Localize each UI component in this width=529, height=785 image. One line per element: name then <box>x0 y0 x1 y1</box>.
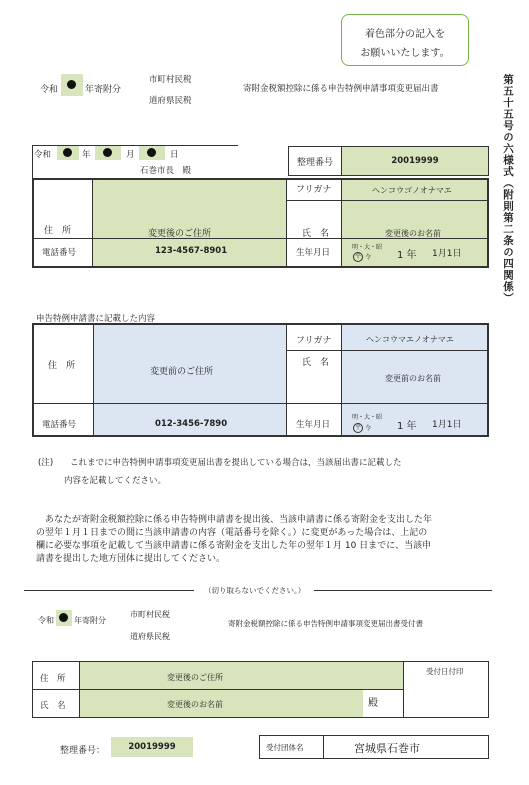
old-address-value: 変更前のご住所 <box>150 367 214 377</box>
old-dob-year: 1 年 <box>397 421 417 432</box>
receipt-ref-label: 整理番号： <box>60 746 106 756</box>
receipt-org-label: 受付団体名 <box>266 743 304 752</box>
date-year-dot <box>63 148 72 157</box>
old-dob-md: 1月1日 <box>432 420 462 430</box>
old-furigana-label: フリガナ <box>296 336 332 346</box>
address-label: 住 所 <box>44 226 72 236</box>
form-title: 寄附金税額控除に係る申告特例申請事項変更届出書 <box>243 84 439 94</box>
receipt-name-value: 変更後のお名前 <box>167 700 223 709</box>
old-dob-era-heisei: 平 <box>354 424 361 431</box>
header-era: 令和 <box>40 85 59 95</box>
cut-line-text: （切り取らないでください。） <box>204 586 306 595</box>
date-m: 月 <box>126 150 135 160</box>
old-address-label: 住 所 <box>48 361 76 371</box>
furigana-label: フリガナ <box>296 185 332 195</box>
address-value: 変更後のご住所 <box>148 229 212 239</box>
addressee: 石巻市長 殿 <box>140 166 192 176</box>
name-label: 氏 名 <box>302 229 330 239</box>
receipt-ref-value: 20019999 <box>128 742 176 752</box>
furigana-value: ヘンコウゴノオナマエ <box>372 186 452 195</box>
old-dob-label: 生年月日 <box>296 420 331 430</box>
old-phone-label: 電話番号 <box>42 420 77 430</box>
phone-value: 123-4567-8901 <box>155 246 228 256</box>
note-line1: これまでに申告特例申請事項変更届出書を提出している場合は，当該届出書に記載した <box>70 458 402 468</box>
ref-value-cell <box>341 146 489 176</box>
paragraph-line1: あなたが寄附金税額控除に係る申告特例申請書を提出後、当該申請書に係る寄附金を支出した年 <box>36 515 433 525</box>
date-month-dot <box>103 148 112 157</box>
side-title: 第五十五号の六様式（附則第二条の四関係） <box>502 74 514 304</box>
receipt-era: 令和 <box>38 616 54 625</box>
date-d: 日 <box>170 150 179 160</box>
receipt-name-label: 氏 名 <box>40 701 66 711</box>
date-day-dot <box>147 148 156 157</box>
notice-line1: 着色部分の記入を <box>365 29 445 40</box>
receipt-address-value: 変更後のご住所 <box>167 673 223 682</box>
receipt-year-suffix: 年寄附分 <box>74 616 106 625</box>
ref-value: 20019999 <box>391 156 439 166</box>
stamp-label: 受付日付印 <box>426 667 464 676</box>
header-tax1: 市町村民税 <box>149 75 192 85</box>
date-y: 年 <box>82 150 91 160</box>
receipt-tax2: 道府県民税 <box>130 632 170 641</box>
header-year-suffix: 年寄附分 <box>85 85 122 95</box>
receipt-address-field <box>80 662 403 689</box>
paragraph-line4: 請書を提出した地方団体に提出してください。 <box>36 554 226 564</box>
phone-label: 電話番号 <box>42 248 77 258</box>
paragraph-line2: の翌年１月１日までの間に当該申請書の内容（電話番号を除く。）に変更があった場合は、上記の <box>36 528 428 538</box>
notice-line2: お願いいたします。 <box>360 48 450 59</box>
notice-box <box>341 14 469 66</box>
header-year-dot <box>67 80 76 89</box>
old-phone-value: 012-3456-7890 <box>155 419 228 429</box>
header-tax2: 道府県民税 <box>149 96 192 106</box>
old-dob-era-options: 明・大・昭 <box>352 414 383 421</box>
receipt-org-value: 宮城県石巻市 <box>354 742 420 755</box>
receipt-tax1: 市町村民税 <box>130 610 170 619</box>
dob-era-reiwa: 令 <box>365 254 372 261</box>
dob-year: 1 年 <box>397 250 417 261</box>
section2-label: 申告特例申請書に記載した内容 <box>36 314 156 324</box>
ref-label-cell <box>288 146 342 176</box>
receipt-address-label: 住 所 <box>40 674 66 684</box>
note-mark: (注) <box>38 458 54 468</box>
receipt-title: 寄附金税額控除に係る申告特例申請事項変更届出書受付書 <box>228 619 423 628</box>
paragraph <box>36 514 432 566</box>
dob-label: 生年月日 <box>296 248 331 258</box>
name-value: 変更後のお名前 <box>385 229 441 238</box>
ref-label: 整理番号 <box>296 157 333 168</box>
cut-line-right <box>314 590 492 591</box>
receipt-year-dot <box>59 613 68 622</box>
dob-era-heisei: 平 <box>354 253 361 260</box>
cut-line-left <box>24 590 194 591</box>
note-line2: 内容を記載してください。 <box>64 476 167 486</box>
old-dob-era-reiwa: 令 <box>365 425 372 432</box>
old-furigana-value: ヘンコウマエノオナマエ <box>366 335 454 344</box>
date-era: 令和 <box>34 150 52 160</box>
dob-era-options: 明・大・昭 <box>352 244 383 251</box>
dob-md: 1月1日 <box>432 249 462 259</box>
paragraph-line3: 欄に必要な事項を記載して当該申請書に係る寄附金を支出した年の翌年１月 10 日までに、当該申 <box>36 541 432 551</box>
receipt-dono: 殿 <box>368 698 378 709</box>
old-name-label: 氏 名 <box>302 358 330 368</box>
receipt-ref-field <box>111 737 193 757</box>
old-name-value: 変更前のお名前 <box>385 374 441 383</box>
